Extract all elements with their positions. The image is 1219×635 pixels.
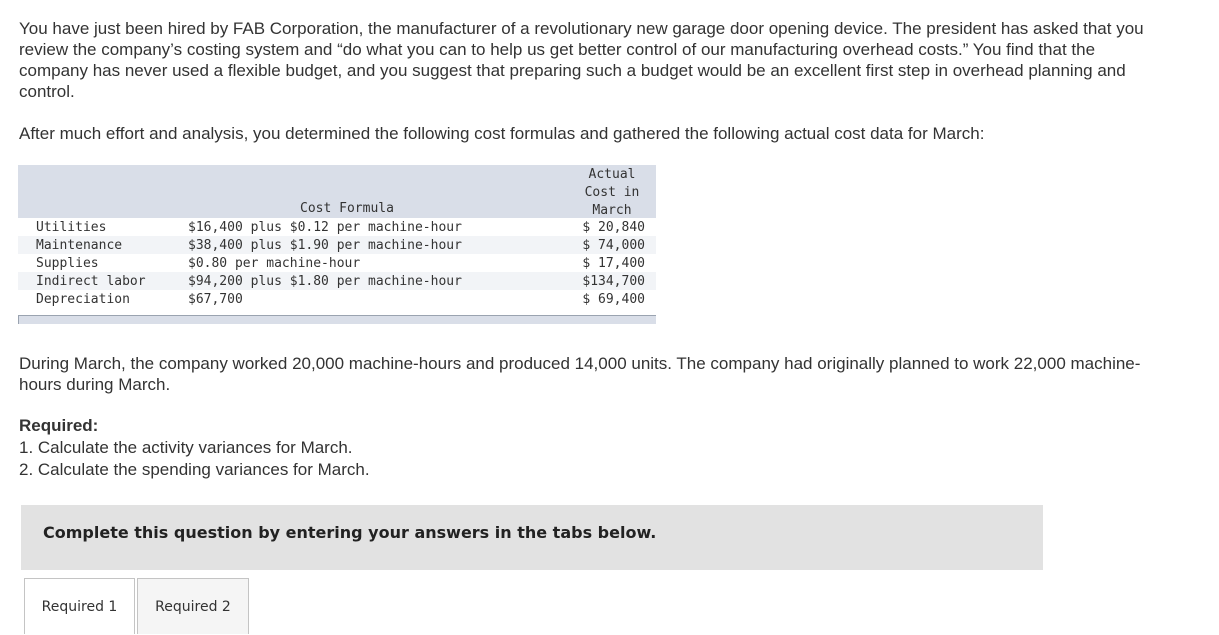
tab-required-1[interactable]: Required 1	[24, 578, 135, 634]
row-maintenance-item: Maintenance	[36, 238, 123, 253]
required-item-1: 1. Calculate the activity variances for March.	[19, 438, 353, 457]
row-maintenance-formula: $38,400 plus $1.90 per machine-hour	[188, 238, 462, 253]
row-supplies-formula: $0.80 per machine-hour	[188, 256, 361, 271]
row-indirect-labor-formula: $94,200 plus $1.80 per machine-hour	[188, 274, 462, 289]
row-depreciation-actual: $ 69,400	[582, 292, 645, 307]
cost-formula-table	[18, 165, 656, 324]
row-depreciation-item: Depreciation	[36, 292, 130, 307]
problem-intro: You have just been hired by FAB Corporation, the manufacturer of a revolutionary new garage door opening device. The president has asked that you review the company’s costing system and “do what you can to help us get better control of our manufacturing overhead costs.” You find that the company has never used a flexible budget, and you suggest that preparing such a budget would be an excellent first step in overhead planning and control.	[19, 19, 1144, 101]
row-maintenance-actual: $ 74,000	[582, 238, 645, 253]
instruction-banner	[21, 505, 1043, 570]
row-utilities-formula: $16,400 plus $0.12 per machine-hour	[188, 220, 462, 235]
header-actual-cost	[574, 166, 650, 220]
row-indirect-labor-item: Indirect labor	[36, 274, 146, 289]
table-footer-band	[18, 315, 656, 324]
header-actual-line: Actual	[588, 167, 636, 182]
cost-data-intro: After much effort and analysis, you determined the following cost formulas and gathered the following actual cost data for March:	[19, 124, 985, 143]
required-item-2: 2. Calculate the spending variances for March.	[19, 460, 370, 479]
row-supplies-actual: $ 17,400	[582, 256, 645, 271]
tab-required-2[interactable]: Required 2	[137, 578, 249, 634]
row-utilities-actual: $ 20,840	[582, 220, 645, 235]
header-actual-line: Cost in	[584, 185, 640, 200]
row-supplies-item: Supplies	[36, 256, 99, 271]
row-utilities-item: Utilities	[36, 220, 107, 235]
activity-description: During March, the company worked 20,000 machine-hours and produced 14,000 units. The company had originally planned to work 22,000 machine-hours during March.	[19, 354, 1141, 394]
required-heading: Required:	[19, 416, 99, 435]
header-cost-formula: Cost Formula	[300, 201, 394, 216]
row-depreciation-formula: $67,700	[188, 292, 243, 307]
table-footer-tick	[18, 315, 19, 324]
header-actual-line: March	[592, 203, 632, 218]
instruction-text: Complete this question by entering your answers in the tabs below.	[43, 523, 657, 542]
row-indirect-labor-actual: $134,700	[582, 274, 645, 289]
